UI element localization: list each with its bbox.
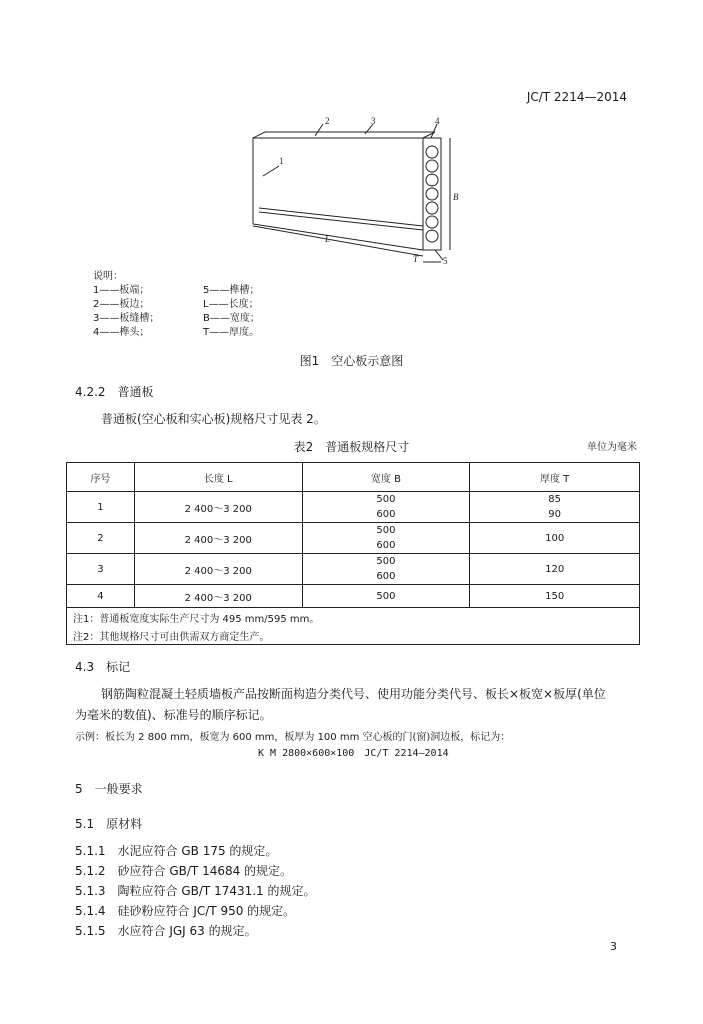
spec-table xyxy=(66,462,640,645)
paragraph: 为毫米的数值)、标准号的顺序标记。 xyxy=(75,708,272,722)
requirement-item: 5.1.3 陶粒应符合 GB/T 17431.1 的规定。 xyxy=(75,884,316,898)
legend-item: 5——榫槽； xyxy=(203,285,260,296)
cell-no: 3 xyxy=(67,554,135,585)
paragraph: 普通板(空心板和实心板)规格尺寸见表 2。 xyxy=(101,412,326,426)
legend-item: 3——板缝槽； xyxy=(93,313,160,324)
groove-line xyxy=(259,208,423,226)
dim-L-label: L xyxy=(325,234,331,244)
callout-5: 5 xyxy=(443,256,448,266)
callout-2: 2 xyxy=(325,116,330,126)
table-note-row xyxy=(67,626,640,645)
table-header-row xyxy=(67,463,640,492)
cell-no: 2 xyxy=(67,523,135,554)
paragraph: 钢筋陶粒混凝土轻质墙板产品按断面构造分类代号、使用功能分类代号、板长×板宽×板厚(单位 xyxy=(101,687,606,701)
section-heading: 4.2.2 普通板 xyxy=(75,385,154,399)
table-title: 表2 普通板规格尺寸 xyxy=(293,440,410,454)
section-heading: 5 一般要求 xyxy=(75,782,143,796)
callout-3: 3 xyxy=(371,116,376,126)
cell-length: 2 400～3 200 xyxy=(134,492,302,523)
table-unit: 单位为毫米 xyxy=(587,442,637,453)
requirement-item: 5.1.1 水泥应符合 GB 175 的规定。 xyxy=(75,844,278,858)
legend-item: T——厚度。 xyxy=(203,327,260,338)
cell-length: 2 400～3 200 xyxy=(134,554,302,585)
callout-1: 1 xyxy=(279,156,284,166)
header-cell: 长度 L xyxy=(134,463,302,492)
header-cell: 序号 xyxy=(67,463,135,492)
cell-no: 1 xyxy=(67,492,135,523)
cell-length: 2 400～3 200 xyxy=(134,585,302,608)
width-value: 600 xyxy=(376,540,396,551)
dim-T-label: T xyxy=(413,254,419,264)
thickness-value: 85 xyxy=(548,494,561,505)
cell-width xyxy=(302,492,470,523)
cell-thickness: 150 xyxy=(470,585,640,608)
table-note-row xyxy=(67,608,640,627)
requirement-item: 5.1.5 水应符合 JGJ 63 的规定。 xyxy=(75,924,257,938)
table-note: 注2：其他规格尺寸可由供需双方商定生产。 xyxy=(67,626,640,645)
subsection-heading: 5.1 原材料 xyxy=(75,817,143,831)
example-text: 示例：板长为 2 800 mm，板宽为 600 mm，板厚为 100 mm 空心板的门(窗)洞边板，标记为： xyxy=(75,732,511,743)
width-value: 500 xyxy=(376,556,396,567)
width-value: 500 xyxy=(376,525,396,536)
figure-caption: 图1 空心板示意图 xyxy=(299,354,404,368)
legend-item: 2——板边； xyxy=(93,299,150,310)
panel-face xyxy=(253,138,423,250)
legend-item: 1——板端； xyxy=(93,285,150,296)
legend-item: 4——榫头； xyxy=(93,327,150,338)
legend-item: L——长度； xyxy=(203,299,259,310)
header-cell: 厚度 T xyxy=(470,463,640,492)
cell-thickness: 100 xyxy=(470,523,640,554)
standard-code: JC/T 2214—2014 xyxy=(526,90,627,104)
thickness-value: 90 xyxy=(548,509,561,520)
section-heading: 4.3 标记 xyxy=(75,660,131,674)
legend-title: 说明： xyxy=(93,271,123,282)
requirement-item: 5.1.2 砂应符合 GB/T 14684 的规定。 xyxy=(75,864,293,878)
panel-top-edge xyxy=(253,132,435,138)
requirement-item: 5.1.4 硅砂粉应符合 JC/T 950 的规定。 xyxy=(75,904,296,918)
hollow-panel-figure xyxy=(245,116,465,276)
table-note: 注1：普通板宽度实际生产尺寸为 495 mm/595 mm。 xyxy=(67,608,640,627)
cell-length: 2 400～3 200 xyxy=(134,523,302,554)
cell-thickness: 120 xyxy=(470,554,640,585)
cell-width xyxy=(302,523,470,554)
callout-4: 4 xyxy=(435,116,440,126)
table-row xyxy=(67,523,640,554)
width-value: 600 xyxy=(376,509,396,520)
cell-width: 500 xyxy=(302,585,470,608)
page-number: 3 xyxy=(610,940,617,953)
table-row xyxy=(67,492,640,523)
marking-example: K M 2800×600×100 JC/T 2214—2014 xyxy=(258,748,449,759)
width-value: 500 xyxy=(376,494,396,505)
hollow-cores xyxy=(426,146,438,242)
cell-width xyxy=(302,554,470,585)
dim-B-label: B xyxy=(453,192,459,202)
width-value: 600 xyxy=(376,571,396,582)
cell-no: 4 xyxy=(67,585,135,608)
header-cell: 宽度 B xyxy=(302,463,470,492)
table-row xyxy=(67,554,640,585)
table-row xyxy=(67,585,640,608)
legend-item: B——宽度； xyxy=(203,313,260,324)
cell-thickness xyxy=(470,492,640,523)
